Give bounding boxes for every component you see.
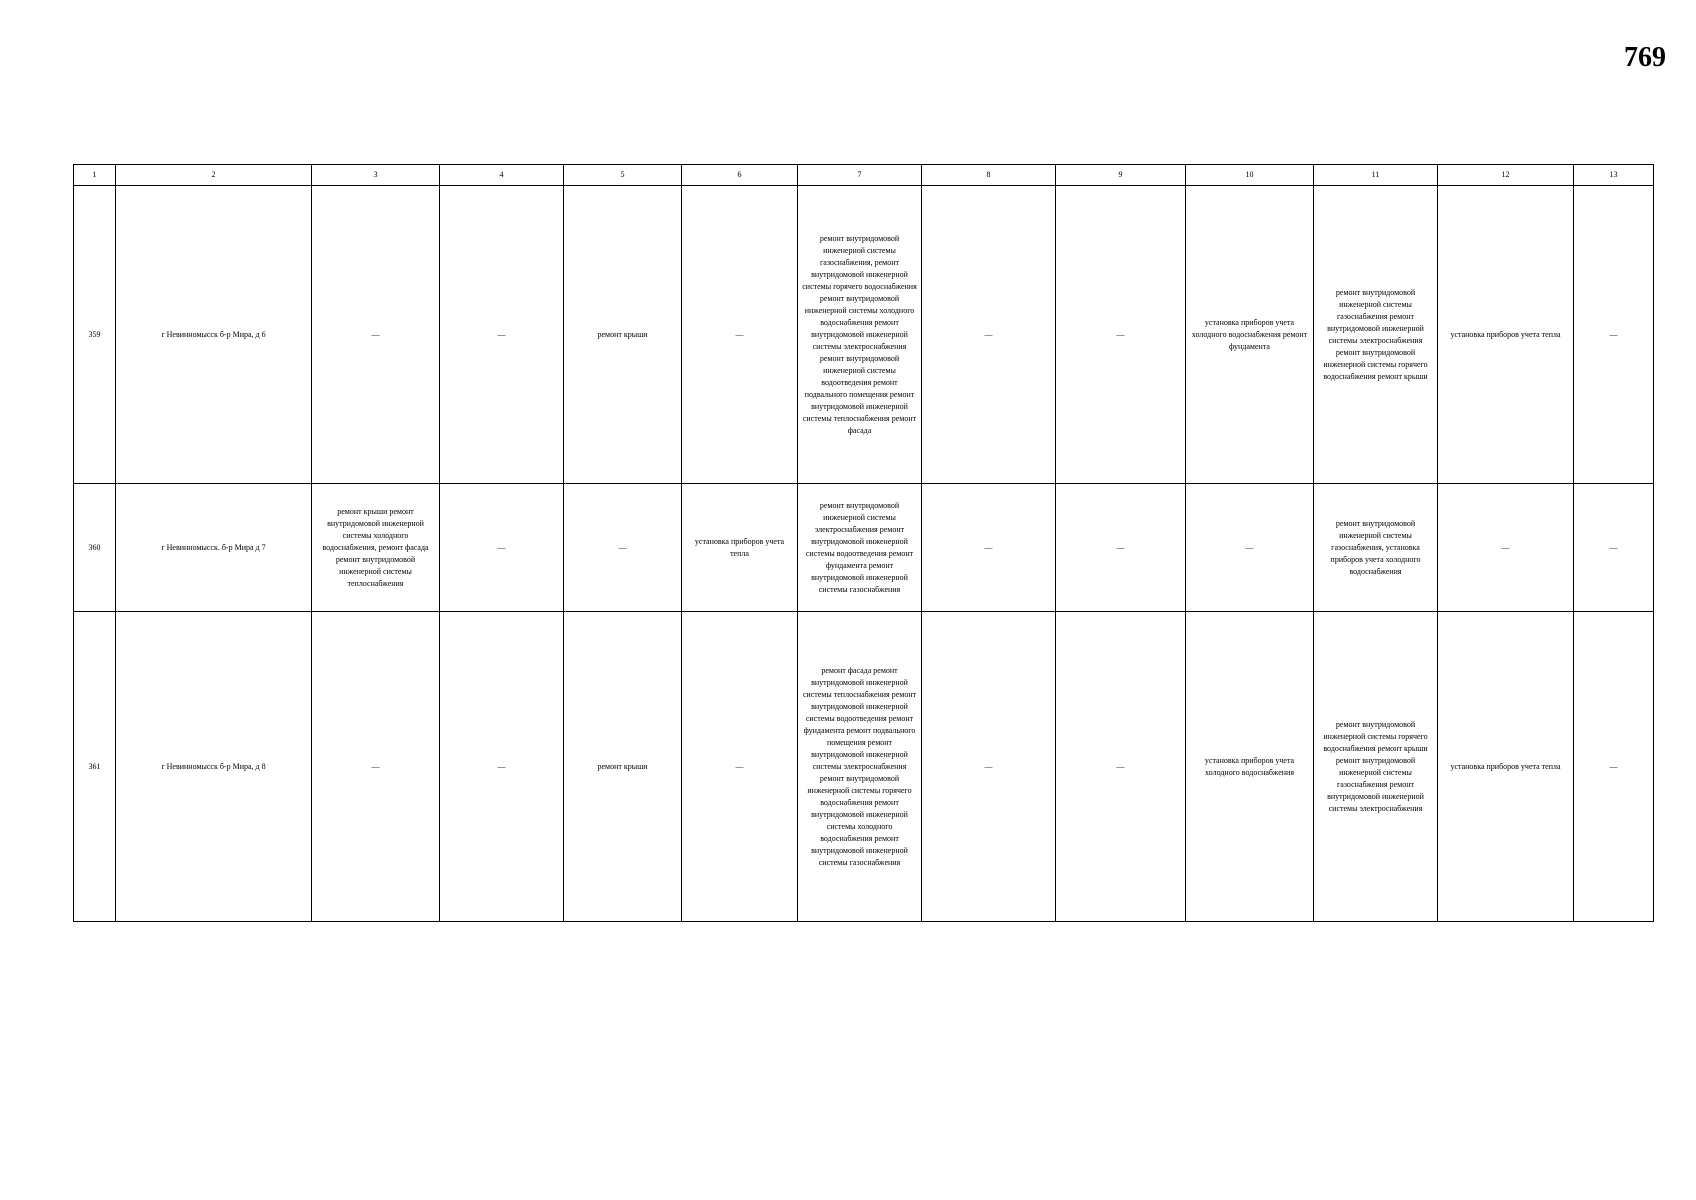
works-table xyxy=(73,164,1654,922)
header-row xyxy=(74,165,1654,186)
cell-col10: — xyxy=(1186,484,1314,612)
col-header-13: 13 xyxy=(1574,165,1654,186)
cell-col5: — xyxy=(564,484,682,612)
cell-col3: — xyxy=(312,612,440,922)
col-header-5: 5 xyxy=(564,165,682,186)
cell-col12: установка приборов учета тепла xyxy=(1438,186,1574,484)
table-row xyxy=(74,484,1654,612)
cell-col4: — xyxy=(440,186,564,484)
cell-col13: — xyxy=(1574,484,1654,612)
cell-col13: — xyxy=(1574,612,1654,922)
page-number: 769 xyxy=(1624,42,1666,73)
cell-col11: ремонт внутридомовой инженерной системы газоснабжения, установка приборов учета холодного водоснабжения xyxy=(1314,484,1438,612)
col-header-8: 8 xyxy=(922,165,1056,186)
col-header-6: 6 xyxy=(682,165,798,186)
cell-col3: ремонт крыши ремонт внутридомовой инженерной системы холодного водоснабжения, ремонт фасада ремонт внутридомовой инженерной системы теплоснабжения xyxy=(312,484,440,612)
cell-col5: ремонт крыши xyxy=(564,186,682,484)
col-header-4: 4 xyxy=(440,165,564,186)
row-number: 359 xyxy=(74,186,116,484)
cell-col7: ремонт внутридомовой инженерной системы электроснабжения ремонт внутридомовой инженерной системы водоотведения ремонт фундамента ремонт внутридомовой инженерной системы газоснабжения xyxy=(798,484,922,612)
col-header-10: 10 xyxy=(1186,165,1314,186)
cell-col8: — xyxy=(922,484,1056,612)
col-header-11: 11 xyxy=(1314,165,1438,186)
cell-col11: ремонт внутридомовой инженерной системы газоснабжения ремонт внутридомовой инженерной системы электроснабжения ремонт внутридомовой инженерной системы горячего водоснабжения ремонт крыши xyxy=(1314,186,1438,484)
col-header-3: 3 xyxy=(312,165,440,186)
table-row xyxy=(74,186,1654,484)
row-number: 360 xyxy=(74,484,116,612)
col-header-9: 9 xyxy=(1056,165,1186,186)
cell-col4: — xyxy=(440,612,564,922)
cell-col9: — xyxy=(1056,186,1186,484)
address-cell: г Невинномысск б-р Мира, д 6 xyxy=(116,186,312,484)
cell-col8: — xyxy=(922,186,1056,484)
cell-col12: установка приборов учета тепла xyxy=(1438,612,1574,922)
cell-col5: ремонт крыши xyxy=(564,612,682,922)
cell-col6: установка приборов учета тепла xyxy=(682,484,798,612)
cell-col12: — xyxy=(1438,484,1574,612)
address-cell: г Невинномысск б-р Мира, д 8 xyxy=(116,612,312,922)
row-number: 361 xyxy=(74,612,116,922)
cell-col7: ремонт фасада ремонт внутридомовой инженерной системы теплоснабжения ремонт внутридомовой инженерной системы водоотведения ремонт фундамента ремонт подвального помещения ремонт внутридомовой инженерной системы электроснабжения ремонт внутридомовой инженерной системы горячего водоснабжения ремонт внутридомовой инженерной системы холодного водоснабжения ремонт внутридомовой инженерной системы газоснабжения xyxy=(798,612,922,922)
cell-col6: — xyxy=(682,612,798,922)
cell-col9: — xyxy=(1056,484,1186,612)
cell-col9: — xyxy=(1056,612,1186,922)
cell-col3: — xyxy=(312,186,440,484)
cell-col13: — xyxy=(1574,186,1654,484)
col-header-12: 12 xyxy=(1438,165,1574,186)
cell-col8: — xyxy=(922,612,1056,922)
col-header-1: 1 xyxy=(74,165,116,186)
cell-col10: установка приборов учета холодного водоснабжения ремонт фундамента xyxy=(1186,186,1314,484)
col-header-2: 2 xyxy=(116,165,312,186)
table-row xyxy=(74,612,1654,922)
cell-col10: установка приборов учета холодного водоснабжения xyxy=(1186,612,1314,922)
cell-col7: ремонт внутридомовой инженерной системы газоснабжения, ремонт внутридомовой инженерной системы горячего водоснабжения ремонт внутридомовой инженерной системы холодного водоснабжения ремонт внутридомовой инженерной системы электроснабжения ремонт внутридомовой инженерной системы водоотведения ремонт подвального помещения ремонт внутридомовой инженерной системы теплоснабжения ремонт фасада xyxy=(798,186,922,484)
cell-col6: — xyxy=(682,186,798,484)
cell-col4: — xyxy=(440,484,564,612)
col-header-7: 7 xyxy=(798,165,922,186)
address-cell: г Невинномысск. б-р Мира д 7 xyxy=(116,484,312,612)
cell-col11: ремонт внутридомовой инженерной системы горячего водоснабжения ремонт крыши ремонт внутридомовой инженерной системы газоснабжения ремонт внутридомовой инженерной системы электроснабжения xyxy=(1314,612,1438,922)
